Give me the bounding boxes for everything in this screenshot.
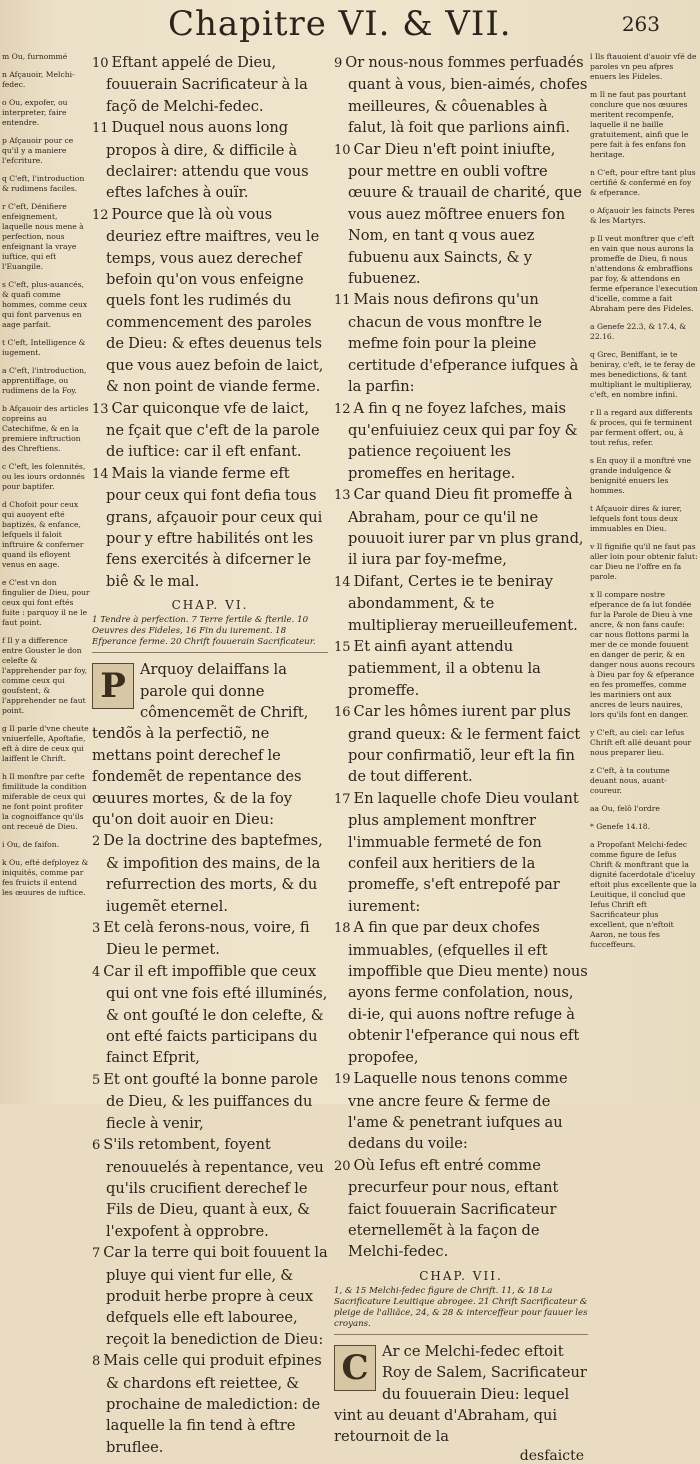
verse-text: Or nous-nous fommes perfuadés quant à vous, bien-aimés, chofes meilleures, & côuenables à falut, là foit que parlions ainfi. (345, 54, 588, 137)
margin-note: a Genefe 22.3, & 17.4, & 22.16. (590, 322, 687, 341)
drop-cap-initial: C (334, 1345, 376, 1391)
verse-number: 20 (334, 1158, 351, 1174)
margin-note: e C'est vn don fingulier de Dieu, pour ceux qui font eftés fuite : parquoy il ne le faut point. (2, 578, 90, 627)
chapter-7-opening (334, 1341, 588, 1448)
page-header (160, 4, 660, 46)
verse-number: 13 (92, 401, 109, 417)
verse-number: 5 (92, 1072, 101, 1088)
verse (92, 961, 328, 1069)
chapter-7-verse-1: Ar ce Melchi-fedec eftoit Roy de Salem, Sacrificateur du fouuerain Dieu: lequel vint au deuant d'Abraham, qui retournoit de la (334, 1342, 587, 1446)
verse (92, 117, 328, 204)
chapter-6-summary: 1 Tendre à perfection. 7 Terre fertile & fterile. 10 Oeuvres des Fideles, 16 Fin du iurement. 18 Efperance ferme. 20 Chrift fouuerain Sacrificateur. (92, 615, 328, 653)
margin-note: aa Ou, felô l'ordre (590, 804, 660, 813)
verse-text: Et ainfi ayant attendu patiemment, il a obtenu la promeffe. (348, 637, 541, 699)
verse-text: Et celà ferons-nous, voire, fi Dieu le permet. (103, 919, 310, 959)
verse (92, 204, 328, 398)
verse-number: 18 (334, 921, 351, 937)
verse-text: Eftant appelé de Dieu, fouuerain Sacrificateur à la façõ de Melchi-fedec. (106, 54, 308, 115)
margin-note: r C'eft, Dénifiere enfeignement, laquelle nous mene à perfection, nous enfeignant la vraye iuftice, qui eft l'Euangile. (2, 202, 84, 271)
verse-number: 12 (334, 401, 351, 417)
margin-note: y C'eft, au ciel: car Iefus Chrift eft allé deuant pour nous preparer lieu. (590, 728, 692, 757)
margin-note: p Il veut monftrer que c'eft en vain que nous aurons la promeffe de Dieu, fi nous n'attendons & embraffions par foy, & attendons en ferme efperance l'execution d'icelle, comme a fait Abraham pere des Fideles. (590, 234, 698, 313)
verse-number: 16 (334, 705, 351, 721)
margin-note: i Ou, de faifon. (2, 840, 60, 849)
verse-number: 2 (92, 834, 101, 850)
verse (92, 1134, 328, 1242)
margin-note: s En quoy il a monftré vne grande indulgence & benignité enuers les hommes. (590, 456, 692, 495)
verse-text: Car quand Dieu fit promeffe à Abraham, pour ce qu'il ne pouuoit iurer par vn plus grand, il iura par foy-mefme, (348, 486, 584, 569)
verse-number: 14 (92, 466, 109, 482)
verse (334, 701, 588, 788)
margin-note: n Afçauoir, Melchi-fedec. (2, 70, 75, 89)
margin-note: h Il monftre par cefte fimilitude la condition miferable de ceux qui ne font point profiter la cognoiffance qu'ils ont receuë de Dieu. (2, 772, 87, 831)
verse-number: 10 (92, 56, 109, 71)
verse (334, 636, 588, 701)
margin-note: v Il fignifie qu'il ne faut pas aller loin pour obtenir falut: car Dieu ne l'offre en fa parole. (590, 542, 698, 581)
chapter-6-heading: CHAP. VI. (171, 598, 249, 613)
verse-text: Car il eft impoffible que ceux qui ont vne fois efté illuminés, & ont gouſté le don celefte, & ont efté faicts participans du fainct Efprit, (103, 962, 328, 1067)
verse-text: Où Iefus eft entré comme precurfeur pour nous, eftant faict fouuerain Sacrificateur eternellemẽt à la façon de Melchi-fedec. (348, 1156, 559, 1261)
verse (92, 1242, 328, 1350)
verse-text: A fin q ne foyez lafches, mais qu'enfuiuiez ceux qui par foy & patience reçoiuent les promeffes en heritage. (348, 399, 578, 482)
verse-text: Et ont goufté la bonne parole de Dieu, & les puiffances du fiecle à venir, (103, 1070, 319, 1132)
verse-text: Mais nous defirons qu'un chacun de vous monftre le mefme foin pour la pleine certitude d'efperance iufques à la parfin: (348, 291, 579, 396)
verse (92, 52, 328, 117)
margin-note: m Il ne faut pas pourtant conclure que nos œuures meritent recompenfe, laquelle il ne baille gratuitement, ainfi que le pere fait à fes enfans fon heritage. (590, 90, 689, 159)
verse-text: Car la terre qui boit fouuent la pluye qui vient fur elle, & produit herbe propre à ceux defquels elle eft labouree, reçoit la benediction de Dieu: (103, 1244, 328, 1348)
margin-note: g Il parle d'vne cheute vniuerfelle, Apoftafie, eft à dire de ceux qui laiffent le Chrift. (2, 724, 89, 763)
margin-note: a C'eft, l'introduction, apprentiffage, ou rudimens de la Foy. (2, 366, 87, 395)
verse-text: S'ils retombent, foyent renouuelés à repentance, veu qu'ils crucifient derechef le Fils de Dieu, quant à eux, & l'expofent à opprobre. (103, 1136, 324, 1240)
verse-number: 10 (334, 142, 351, 158)
verse-text: Laquelle nous tenons comme vne ancre feure & ferme de l'ame & penetrant iufques au dedans du voile: (348, 1070, 568, 1153)
main-column-right (334, 52, 588, 1464)
verse (334, 917, 588, 1068)
margin-note: d Chofoit pour ceux qui auoyent efté baptizés, & enfance, lefquels il faloit inftruire & conferner quand ils efloyent venus en aage. (2, 500, 84, 569)
verse (334, 571, 588, 636)
margin-note: s C'eft, plus-auancés, & quafi comme hommes, comme ceux qui font parvenus en aage parfait. (2, 280, 88, 329)
margin-note: m Ou, furnommé (2, 52, 68, 61)
chapter-5-end-verses (92, 52, 328, 592)
verse-number: 11 (334, 293, 351, 309)
margin-note: c C'eft, les folennités, ou les iours ordonnés pour baptifer. (2, 462, 86, 491)
verse-number: 17 (334, 791, 351, 807)
verse-text: En laquelle chofe Dieu voulant plus amplement monftrer l'immuable fermeté de fon confeil aux heritiers de la promeffe, s'eft entrepofé par iurement: (348, 789, 579, 915)
verse-number: 15 (334, 639, 351, 655)
verse-text: Pource que là où vous deuriez eftre maiftres, veu le temps, vous auez derechef befoin qu'on vous enfeigne quels font les rudimés du commencement des paroles de Dieu: & eftes deuenus tels que vous auez befoin de laict, & non point de viande ferme. (106, 205, 324, 396)
verse-text: Car les hômes iurent par plus grand queux: & le ferment faict pour confirmatiõ, leur eft la fin de tout different. (348, 703, 581, 786)
verse (334, 52, 588, 139)
verse (334, 398, 588, 485)
verse (92, 917, 328, 961)
verse (334, 139, 588, 290)
margin-note: q Grec, Beniffant, ie te beniray, c'eft, ie te feray de mes benedictions, & tant multipliant le multiplieray, c'eft, en nombre infini. (590, 350, 696, 399)
margin-note: * Genefe 14.18. (590, 822, 651, 831)
chapter-6-verses (92, 830, 328, 1458)
verse (92, 1069, 328, 1134)
running-title: Chapitre VI. & VII. (168, 4, 512, 44)
verse-text: A fin que par deux chofes immuables, (efquelles il eft impoffible que Dieu mente) nous ayons ferme confolation, nous, di-ie, qui auons noftre refuge à obtenir l'efperance qui nous eft propofee, (348, 919, 588, 1066)
chapter-7-heading: CHAP. VII. (419, 1268, 503, 1283)
verse (92, 398, 328, 463)
verse-number: 19 (334, 1072, 351, 1088)
verse (334, 484, 588, 571)
verse-number: 7 (92, 1246, 101, 1262)
verse (92, 830, 328, 917)
drop-cap-initial: P (92, 663, 134, 709)
left-margin-notes (2, 52, 90, 1092)
chapter-6-opening (92, 659, 328, 830)
margin-note: n C'eft, pour eftre tant plus certifié & confermé en foy & efperance. (590, 168, 696, 197)
verse (334, 1155, 588, 1263)
verse-text: Mais la viande ferme eft pour ceux qui font defia tous grans, afçauoir pour ceux qui pour y eftre habilités ont les fens exercités à difcerner le biê & le mal. (106, 464, 323, 590)
verse-text: Duquel nous auons long propos à dire, & difficile à declairer: attendu que vous eftes lafches à ouïr. (106, 119, 309, 202)
verse-text: Difant, Certes ie te beniray abondamment, & te multiplieray merueilleufement. (348, 572, 578, 634)
catchword: desfaicte (519, 1447, 584, 1464)
margin-note: p Afçauoir pour ce qu'il y a maniere l'efcriture. (2, 136, 74, 165)
margin-note: k Ou, efté defployez & iniquités, comme par fes fruicts il entend les œuures de iuftice. (2, 858, 89, 897)
chapter-6-continued-verses (334, 52, 588, 1263)
verse-text: Mais celle qui produit efpines & chardons eft reiettee, & prochaine de malediction: de laquelle la fin tend à eftre bruflee. (103, 1352, 322, 1456)
verse (92, 1350, 328, 1458)
margin-note: r Il a regard aux differents & proces, qui fe terminent par ferment offert, ou, à tout refus, refer. (590, 408, 693, 447)
margin-note: b Afçauoir des articles copreins au Catechifme, & en la premiere inftruction des Chreftiens. (2, 404, 89, 453)
verse-number: 13 (334, 488, 351, 504)
verse-text: De la doctrine des baptefmes, & impofition des mains, de la refurrection des morts, & du iugemẽt eternel. (103, 832, 323, 915)
margin-note: x Il compare nostre efperance de fa lut fondée fur la Parole de Dieu à vne ancre, & non fans caufe: car nous flottons parmi la mer de ce monde fouuent en danger de perir, & en danger nous auons recours à Dieu par foy & efperance en fes promeffes, comme les mariniers ont aux ancres de leurs nauires, lors qu'ils font en danger. (590, 590, 695, 719)
margin-note: f Il y a difference entre Gouster le don celefte & l'apprehender par foy, comme ceux qui goufstent, & l'apprehender ne faut point. (2, 636, 88, 715)
margin-note: z C'eft, à ta coutume deuant nous, auant-coureur. (590, 766, 670, 795)
verse-number: 14 (334, 574, 351, 590)
margin-note: l Ils ftauoient d'auoir vfé de paroles vn peu afpres enuers les Fideles. (590, 52, 697, 81)
chapter-6-verse-1: Arquoy delaiffans la parole qui donne cômencemẽt de Chrift, tendõs à la perfectiõ, ne mettans point derechef le fondemẽt de repentance des œuures mortes, & de la foy qu'on doit auoir en Dieu: (92, 661, 309, 828)
verse-text: Car quiconque vfe de laict, ne fçait que c'eft de la parole de iuftice: car il eft enfant. (106, 399, 320, 461)
verse (334, 289, 588, 397)
verse-number: 9 (334, 56, 343, 71)
margin-note: o Ou, expofer, ou interpreter, faire entendre. (2, 98, 68, 127)
margin-note: o Afçauoir les faincts Peres & les Martyrs. (590, 206, 695, 225)
margin-note: a Propofant Melchi-fedec comme figure de Iefus Chrift & monftrant que la dignité facerdotale d'iceluy eftoit plus excellente que la Leuitique, il conclud que Iefus Chrift eft Sacrificateur plus excellent, que n'eftoit Aaron, ne tous fes fucceffeurs. (590, 840, 697, 949)
verse-number: 8 (92, 1354, 101, 1370)
verse-number: 11 (92, 121, 109, 137)
main-column-left (92, 52, 328, 1456)
verse-text: Car Dieu n'eft point iniufte, pour mettre en oubli voftre œuure & trauail de charité, que vous auez mõftree enuers fon Nom, en tant q vous auez fubuenu aux Saincts, & y fubuenez. (348, 140, 582, 288)
verse (334, 788, 588, 917)
verse-number: 4 (92, 964, 101, 980)
margin-note: t Afçauoir dires & iurer, lefquels font tous deux immuables en Dieu. (590, 504, 682, 533)
chapter-7-summary: 1, & 15 Melchi-fedec figure de Chrift. 11, & 18 La Sacrificature Leuitique abrogee. 21 Chrift Sacrificateur & pleige de l'alliãce, 24, & 28 & interceffeur pour fauuer les croyans. (334, 1286, 588, 1335)
verse-number: 3 (92, 921, 101, 937)
verse (334, 1068, 588, 1155)
right-margin-notes (590, 52, 698, 1092)
margin-note: q C'eft, l'introduction & rudimens faciles. (2, 174, 85, 193)
verse-number: 6 (92, 1138, 101, 1154)
margin-note: t C'eft, Intelligence & iugement. (2, 338, 86, 357)
verse-number: 12 (92, 207, 109, 223)
verse (92, 463, 328, 592)
page-number: 263 (621, 12, 660, 36)
